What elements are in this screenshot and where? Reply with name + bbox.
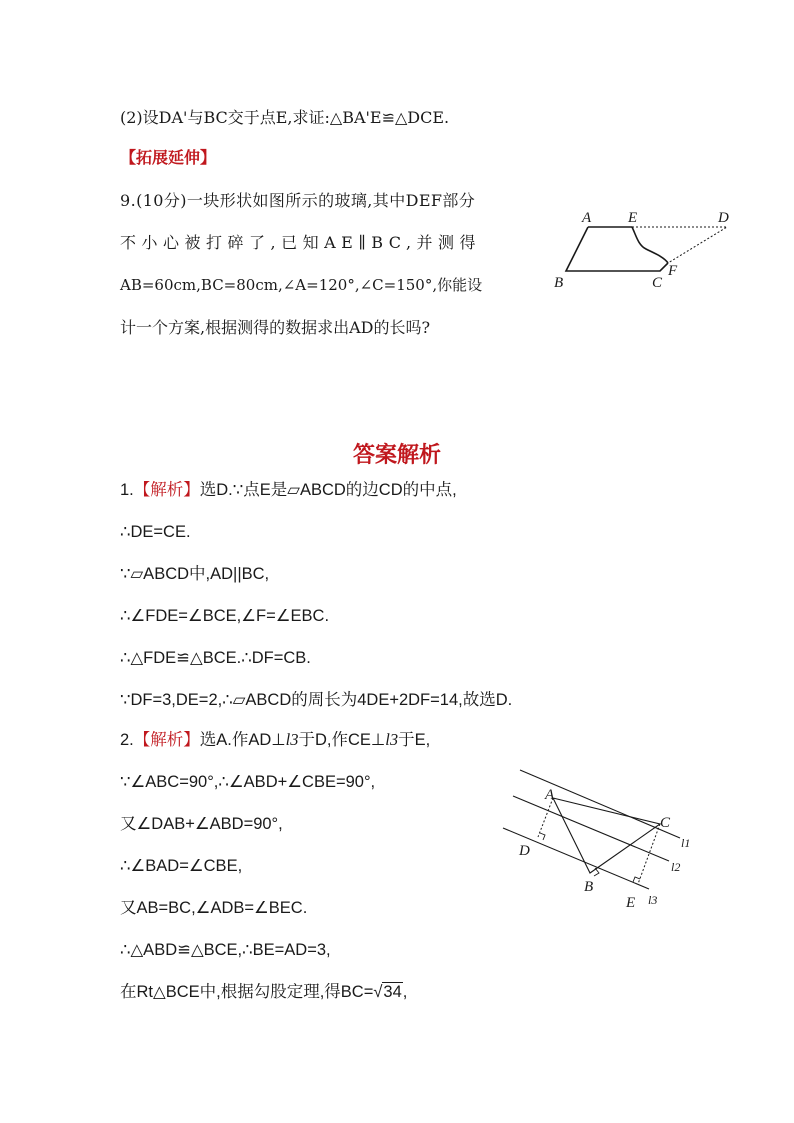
sol1-tag: 【解析】 (133, 481, 200, 499)
sol2-line1 (120, 730, 430, 750)
q9-line2: 不小心被打碎了,已知AE∥BC,并测得 (120, 233, 482, 252)
fig2-label-b: B (584, 879, 594, 895)
section-extension-header: 【拓展延伸】 (120, 148, 217, 167)
sol1-line6: ∵DF=3,DE=2,∴▱ABCD的周长为4DE+2DF=14,故选D. (120, 691, 513, 709)
sol2-l3-symbol-b: l3 (385, 730, 399, 749)
fig2-label-e: E (626, 895, 636, 911)
fig1-label-d: D (718, 210, 729, 226)
q9-line1: 9.(10分)一块形状如图所示的玻璃,其中DEF部分 (120, 191, 476, 210)
sol1-line3: ∵▱ABCD中,AD||BC, (120, 565, 270, 583)
sol2-l3-symbol-a: l3 (285, 730, 299, 749)
sol2-text1b: 于D,作CE⊥ (298, 731, 386, 749)
sol2-line2: ∵∠ABC=90°,∴∠ABD+∠CBE=90°, (120, 773, 376, 791)
q9-line4: 计一个方案,根据测得的数据求出AD的长吗? (120, 318, 431, 337)
glass-figure (550, 205, 740, 295)
sol1-text1: 选D.∵点E是▱ABCD的边CD的中点, (199, 481, 457, 499)
sol2-number: 2. (120, 731, 134, 749)
sol1-line4: ∴∠FDE=∠BCE,∠F=∠EBC. (120, 607, 330, 625)
sol1-line5: ∴△FDE≌△BCE.∴DF=CB. (120, 649, 311, 667)
sol2-line7 (120, 982, 407, 1002)
sqrt-34: √34 (373, 983, 402, 1001)
fig1-label-f: F (668, 263, 678, 279)
fig1-label-b: B (554, 275, 564, 291)
fig2-label-a: A (545, 787, 555, 803)
fig2-label-c: C (660, 815, 671, 831)
sol2-line4: ∴∠BAD=∠CBE, (120, 857, 243, 875)
fig2-label-l1: l1 (681, 836, 691, 850)
sol1-line1 (120, 480, 457, 500)
fig1-label-a: A (582, 210, 592, 226)
sol2-line3: 又∠DAB+∠ABD=90°, (120, 815, 283, 833)
sol2-tag: 【解析】 (133, 731, 200, 749)
fig1-label-e: E (628, 210, 638, 226)
fig2-label-l2: l2 (671, 860, 681, 874)
fig2-label-l3: l3 (648, 893, 658, 907)
q8-part2-text: (2)设DA'与BC交于点E,求证:△BA'E≌△DCE. (120, 108, 450, 127)
sol2-text1c: 于E, (398, 731, 431, 749)
answer-title: 答案解析 (352, 443, 441, 468)
sol2-line6: ∴△ABD≌△BCE,∴BE=AD=3, (120, 941, 331, 959)
fig2-label-d: D (519, 843, 530, 859)
parallel-lines-figure (495, 765, 705, 915)
q9-line3: AB=60cm,BC=80cm,∠A=120°,∠C=150°,你能设 (120, 276, 483, 294)
sol2-text1a: 选A.作AD⊥ (199, 731, 286, 749)
fig1-label-c: C (652, 275, 663, 291)
sol1-number: 1. (120, 481, 134, 499)
sol1-line2: ∴DE=CE. (120, 523, 191, 541)
sol2-text7b: , (402, 983, 408, 1001)
sol2-text7a: 在Rt△BCE中,根据勾股定理,得BC= (120, 983, 374, 1001)
sol2-line5: 又AB=BC,∠ADB=∠BEC. (120, 899, 308, 917)
sqrt-radicand: 34 (383, 983, 402, 1001)
